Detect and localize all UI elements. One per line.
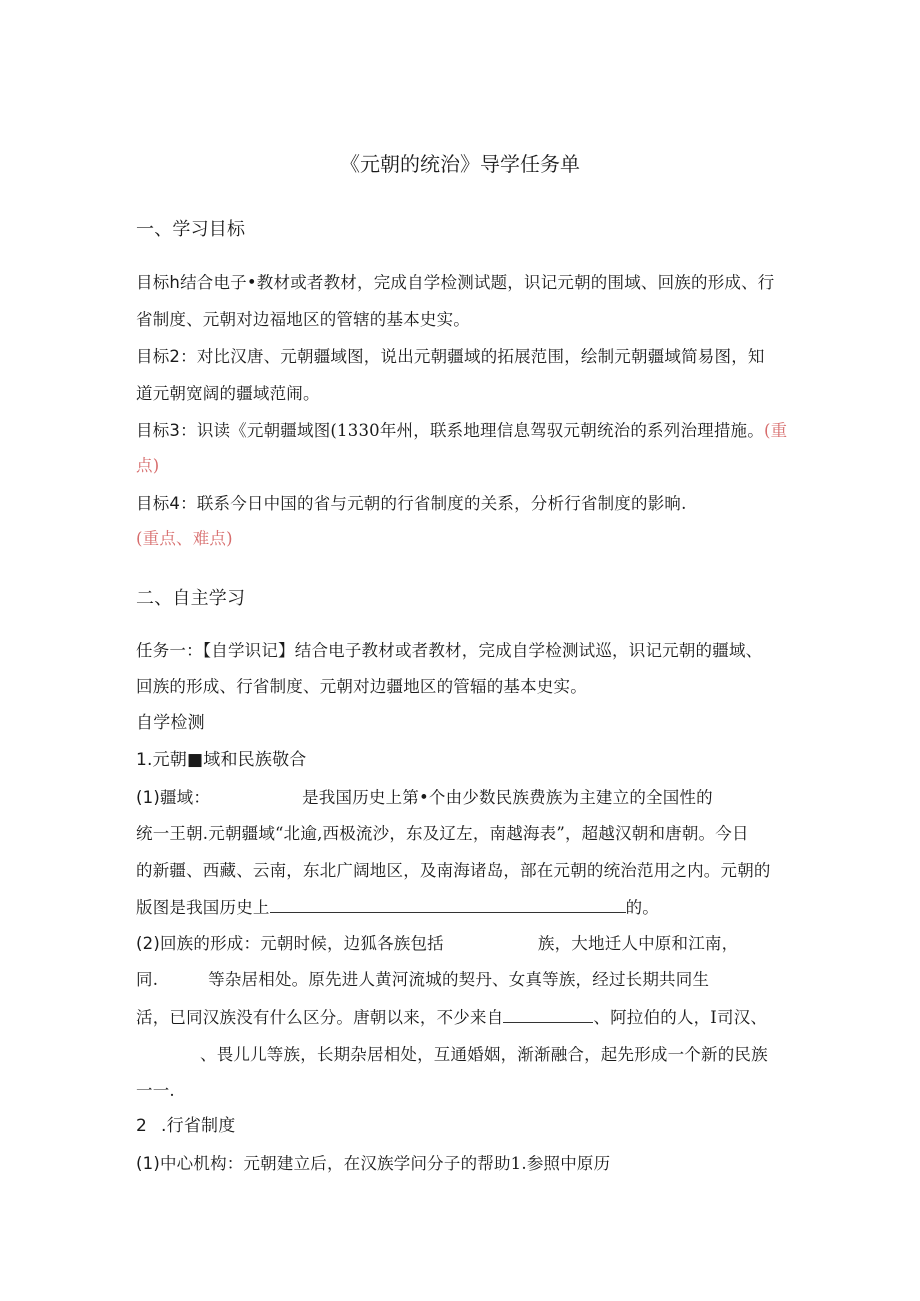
task-1-line-1: 任务一：【自学识记】结合电子教材或者教材，完成自学检测试巡，识记元朝的疆域、 — [136, 641, 763, 660]
goal-1-label: 目标h — [136, 273, 181, 292]
goal-2-label: 目标2： — [136, 347, 197, 366]
goal-2-line-2: 道元朝宽阔的疆域范闹。 — [136, 384, 320, 403]
item-1-para-2-text-e: 活，已同汉族没有什么区分。唐朝以来，不少来自 — [136, 1008, 504, 1027]
item-2-heading — [136, 1116, 235, 1136]
item-1-para-2-text-f: 、阿拉伯的人，I司汉、 — [593, 1008, 768, 1027]
item-1-para-2-text-d: 等杂居相处。原先进人黄河流城的契丹、女真等族，经过长期共同生 — [208, 970, 710, 989]
goal-3-label: 目标3： — [136, 421, 197, 440]
task-1-line-2: 回族的形成、行省制度、元朝对边疆地区的管辐的基本史实。 — [136, 677, 587, 696]
item-1-para-2-text-b: 族，大地迁人中原和江南， — [537, 934, 739, 953]
goal-3-line-1 — [136, 421, 787, 441]
goal-3-key-mark: (重 — [763, 421, 788, 440]
item-1-para-2-text-c: 同. — [136, 970, 159, 989]
goal-2-text: 对比汉唐、元朝疆域图，说出元朝疆域的拓展范围，绘制元朝疆域简易图，知 — [196, 347, 765, 366]
item-1-para-1-line-2: 统一王朝.元朝疆域“北逾,西极流沙，东及辽左，南越海表”，超越汉朝和唐朝。今日 — [136, 824, 749, 843]
goal-3-key-mark-end: 点) — [136, 456, 160, 475]
item-1-para-2-line-2 — [136, 970, 709, 990]
item-1-para-1-text-d: 的。 — [625, 898, 660, 917]
goal-4-text: 联系今日中国的省与元朝的行省制度的关系，分析行省制度的影晌. — [196, 494, 687, 513]
item-1-para-2-text-a: 回族的形成：元朝时候，边狐各族包括 — [159, 934, 444, 953]
item-1-para-2-line-4 — [136, 1045, 768, 1065]
goal-2-line-1 — [136, 347, 765, 367]
goal-1-line-1 — [136, 273, 775, 293]
answer-blank[interactable] — [503, 1007, 593, 1023]
item-1-para-1-text-a: 疆域： — [159, 788, 211, 807]
goal-1-line-2: 省制度、元朝对边福地区的管辖的基本史实。 — [136, 310, 470, 329]
item-1-para-1-line-3: 的新疆、西藏、云南，东北广阔地区，及南海诸岛，部在元朝的统治范用之内。元朝的 — [136, 861, 771, 880]
goal-4-label: 目标4： — [136, 494, 197, 513]
item-2-para-1-text: 中心机构：元朝建立后，在汉族学问分子的帮助1.参照中原历 — [159, 1154, 611, 1173]
item-2-para-1-line-1 — [136, 1154, 610, 1174]
item-1-para-1-text-c: 版图是我国历史上 — [136, 898, 270, 917]
section-heading-goals: 一、学习目标 — [136, 219, 246, 240]
item-1-para-2-line-3 — [136, 1007, 767, 1028]
item-2-para-1-label: (1) — [136, 1154, 160, 1173]
item-1-para-2-text-g: 、畏儿儿等族，长期杂居相处，互通婚姻，渐渐融合，起先形成一个新的民族 — [200, 1045, 768, 1064]
item-1-para-1-line-4 — [136, 897, 659, 918]
item-1-para-1-line-1 — [136, 788, 713, 808]
goal-4-key-mark: (重点、难点) — [136, 529, 233, 548]
goal-3-text: 识读《元朝疆域图(1330年州，联系地理信息驾驭元朝统治的系列治理措施。 — [196, 421, 764, 440]
self-test-heading: 自学检测 — [136, 713, 205, 733]
section-heading-self-study: 二、自主学习 — [136, 588, 246, 609]
goal-4-line-1 — [136, 494, 687, 514]
answer-blank[interactable] — [270, 897, 626, 913]
item-1-para-1-text-b: 是我国历史上第•个由少数民族费族为主建立的全国性的 — [302, 788, 713, 807]
item-2-title: .行省制度 — [161, 1116, 236, 1136]
item-1-heading: 1.元朝■域和民族敬合 — [136, 750, 307, 770]
item-1-para-2-label: (2) — [136, 934, 160, 953]
item-1-para-2-line-1 — [136, 934, 738, 954]
item-1-para-2-line-5: 一一. — [136, 1081, 175, 1100]
item-2-number: 2 — [136, 1116, 148, 1136]
goal-1-text: 结合电子•教材或者教材，完成自学检测试题，识记元朝的围域、回族的形成、行 — [180, 273, 775, 292]
document-title: 《元朝的统治》导学任务单 — [340, 152, 580, 176]
item-1-para-1-label: (1) — [136, 788, 160, 807]
